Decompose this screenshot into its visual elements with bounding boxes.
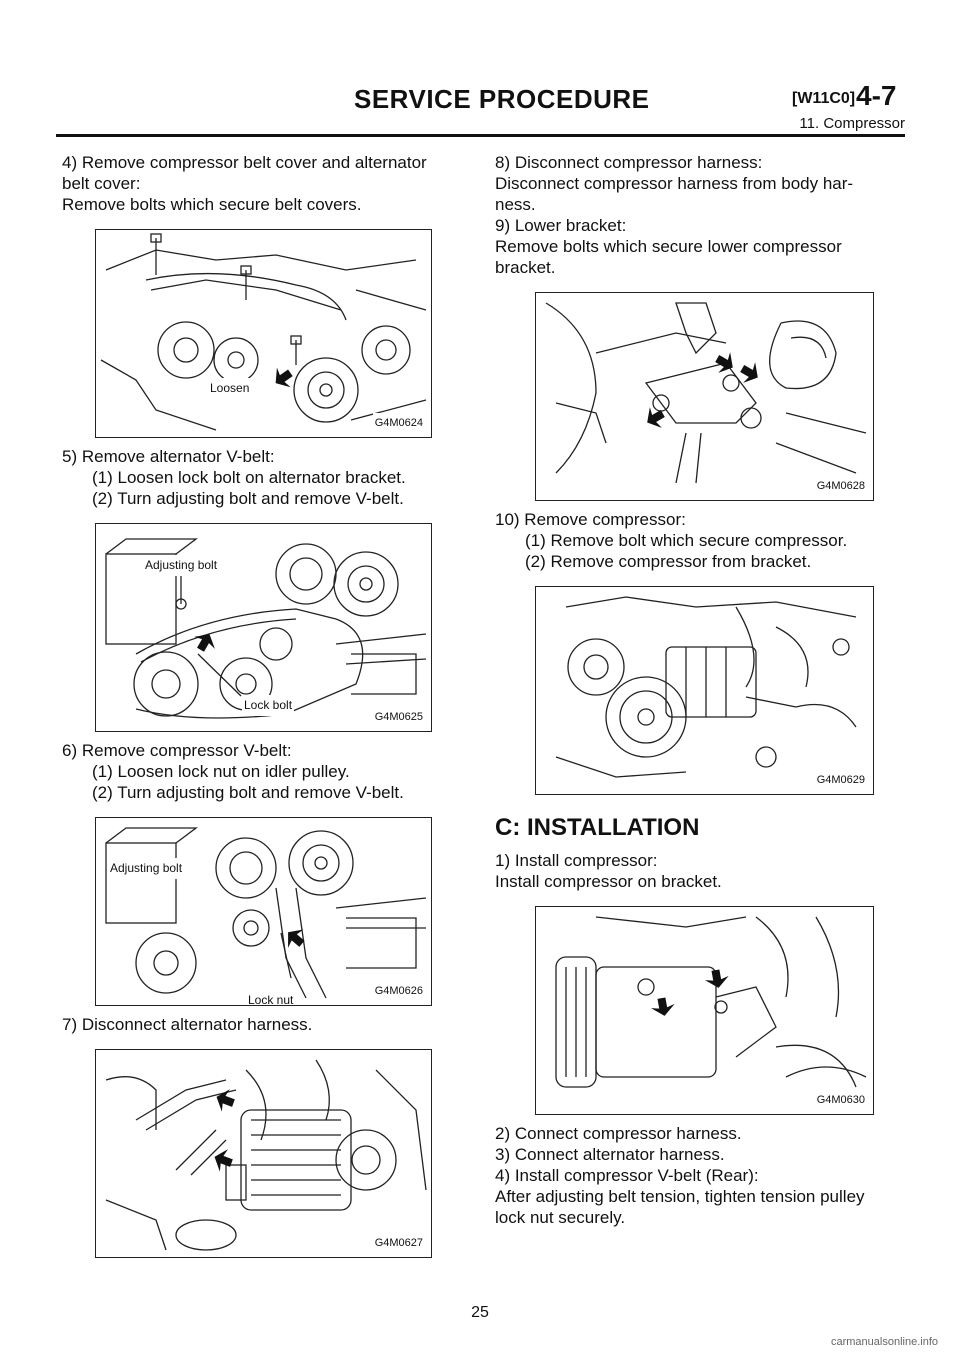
alternator-harness-illustration xyxy=(96,1050,431,1257)
step-10-sub2: (2) Remove compressor from bracket. xyxy=(525,552,812,571)
step-7-line1: 7) Disconnect alternator harness. xyxy=(62,1015,313,1034)
step-10-line1: 10) Remove compressor: xyxy=(495,510,686,529)
install-4-line2: After adjusting belt tension, tighten tension pulley xyxy=(495,1187,865,1206)
step-8-line2: Disconnect compressor harness from body har- xyxy=(495,174,854,193)
compressor-install-illustration xyxy=(536,907,873,1114)
left-column xyxy=(62,152,476,1266)
compressor-belt-illustration xyxy=(96,818,431,1005)
figure-code: G4M0627 xyxy=(373,1233,425,1254)
header-rule xyxy=(56,134,905,137)
step-6-line1: 6) Remove compressor V-belt: xyxy=(62,741,292,760)
step-8-line1: 8) Disconnect compressor harness: xyxy=(495,153,763,172)
figure-g4m0629 xyxy=(535,586,874,795)
install-3: 3) Connect alternator harness. xyxy=(495,1145,725,1164)
figure-code: G4M0630 xyxy=(815,1090,867,1111)
step-8-line3: ness. xyxy=(495,195,536,214)
engine-illustration xyxy=(96,230,431,437)
figure-g4m0626 xyxy=(95,817,432,1006)
install-1-line2: Install compressor on bracket. xyxy=(495,872,722,891)
section-heading-installation: C: INSTALLATION xyxy=(495,814,700,841)
figure-code: G4M0626 xyxy=(373,981,425,1002)
step-9-line1: 9) Lower bracket: xyxy=(495,216,627,235)
figure-g4m0628 xyxy=(535,292,874,501)
lower-bracket-illustration xyxy=(536,293,873,500)
callout-adjusting-bolt: Adjusting bolt xyxy=(108,858,184,879)
figure-code: G4M0629 xyxy=(815,770,867,791)
header-code: [W11C0] xyxy=(792,90,856,107)
figure-g4m0627 xyxy=(95,1049,432,1258)
step-4-line3: Remove bolts which secure belt covers. xyxy=(62,195,362,214)
callout-lock-bolt: Lock bolt xyxy=(242,695,294,716)
step-4-line2: belt cover: xyxy=(62,174,141,193)
header-title: SERVICE PROCEDURE xyxy=(354,84,650,114)
step-10-sub1: (1) Remove bolt which secure compressor. xyxy=(525,531,848,550)
page-number: 25 xyxy=(471,1304,489,1321)
compressor-removal-illustration xyxy=(536,587,873,794)
figure-g4m0624 xyxy=(95,229,432,438)
step-4-line1: 4) Remove compressor belt cover and alternator xyxy=(62,153,427,172)
callout-loosen: Loosen xyxy=(208,378,251,399)
step-5-sub1: (1) Loosen lock bolt on alternator bracket. xyxy=(92,468,406,487)
figure-g4m0630 xyxy=(535,906,874,1115)
install-4-line3: lock nut securely. xyxy=(495,1208,626,1227)
step-9-line2: Remove bolts which secure lower compressor xyxy=(495,237,842,256)
figure-code: G4M0625 xyxy=(373,707,425,728)
header-subtitle: 11. Compressor xyxy=(799,115,905,132)
callout-lock-nut: Lock nut xyxy=(246,990,295,1006)
install-1-line1: 1) Install compressor: xyxy=(495,851,658,870)
step-6-sub2: (2) Turn adjusting bolt and remove V-belt. xyxy=(92,783,404,802)
figure-g4m0625 xyxy=(95,523,432,732)
step-6-sub1: (1) Loosen lock nut on idler pulley. xyxy=(92,762,350,781)
step-5-sub2: (2) Turn adjusting bolt and remove V-belt. xyxy=(92,489,404,508)
step-5-line1: 5) Remove alternator V-belt: xyxy=(62,447,275,466)
figure-code: G4M0624 xyxy=(373,413,425,434)
step-9-line3: bracket. xyxy=(495,258,556,277)
right-column xyxy=(495,152,905,1228)
install-4-line1: 4) Install compressor V-belt (Rear): xyxy=(495,1166,759,1185)
watermark-link[interactable]: carmanualsonline.info xyxy=(830,1336,938,1348)
header-section-number: 4-7 xyxy=(856,80,897,111)
figure-code: G4M0628 xyxy=(815,476,867,497)
callout-adjusting-bolt: Adjusting bolt xyxy=(143,555,219,576)
install-2: 2) Connect compressor harness. xyxy=(495,1124,742,1143)
